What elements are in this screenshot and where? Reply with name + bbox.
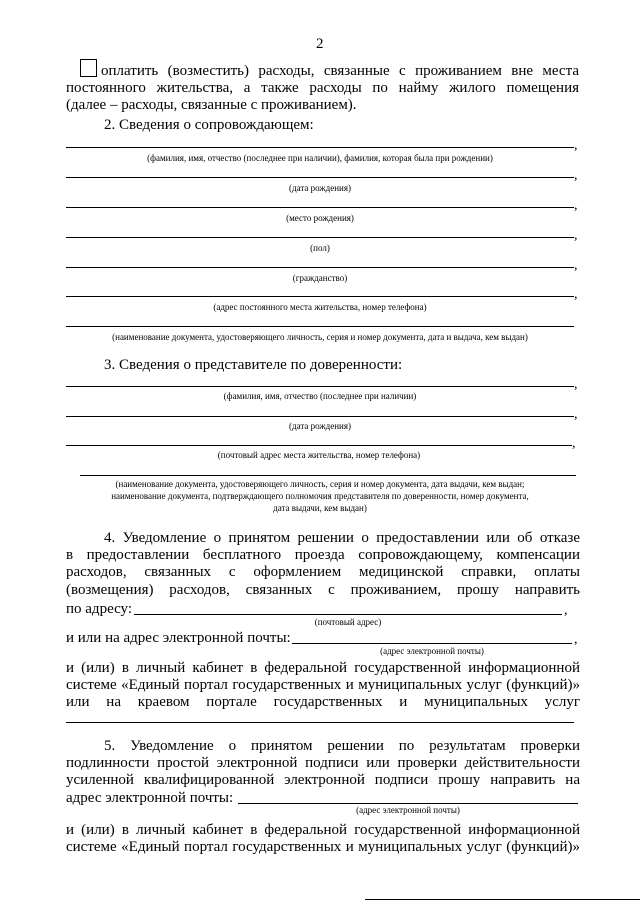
comma: , bbox=[574, 377, 578, 392]
comma: , bbox=[574, 287, 578, 302]
option-line-2: постоянного жительства, а также расходы по найму жилого помещения bbox=[66, 80, 579, 96]
section4-line-4: (возмещения) расходов, связанных с проживанием, прошу направить bbox=[66, 582, 580, 598]
comma: , bbox=[564, 603, 568, 618]
section5-email-field[interactable] bbox=[238, 803, 578, 804]
representative-name-caption: (фамилия, имя, отчество (последнее при наличии) bbox=[223, 391, 417, 401]
companion-birthdate-caption: (дата рождения) bbox=[289, 183, 351, 193]
companion-name-field[interactable] bbox=[66, 147, 574, 148]
representative-document-caption-3: дата выдачи, кем выдан) bbox=[273, 503, 367, 513]
companion-id-document-caption: (наименование документа, удостоверяющего личность, серия и номер документа, дата и выдача, кем выдан) bbox=[112, 332, 528, 342]
companion-id-document-field[interactable] bbox=[66, 326, 574, 327]
section4-line-2: в предоставлении бесплатного проезда сопровождающему, компенсации bbox=[66, 547, 580, 563]
representative-address-field[interactable] bbox=[66, 445, 572, 446]
representative-name-field[interactable] bbox=[66, 386, 574, 387]
comma: , bbox=[574, 258, 578, 273]
section5-cabinet-line-1: и (или) в личный кабинет в федеральной государственной информационной bbox=[66, 822, 580, 838]
section3-heading: 3. Сведения о представителе по доверенности: bbox=[104, 357, 403, 373]
companion-sex-caption: (пол) bbox=[310, 243, 330, 253]
section5-cabinet-line-2: системе «Единый портал государственных и муниципальных услуг (функций)» bbox=[66, 839, 580, 855]
section5-line-3: усиленной квалифицированной электронной подписи прошу направить на bbox=[66, 772, 580, 788]
section5-email-label: адрес электронной почты: bbox=[66, 790, 234, 806]
companion-birthdate-field[interactable] bbox=[66, 177, 574, 178]
option-line-3: (далее – расходы, связанные с проживанием). bbox=[66, 97, 357, 113]
representative-document-field[interactable] bbox=[80, 475, 576, 476]
companion-address-caption: (адрес постоянного места жительства, номер телефона) bbox=[213, 302, 427, 312]
companion-citizenship-caption: (гражданство) bbox=[292, 273, 348, 283]
representative-document-caption-2: наименование документа, подтверждающего полномочия представителя по доверенности, номер документа, bbox=[111, 491, 529, 501]
companion-sex-field[interactable] bbox=[66, 237, 574, 238]
option-checkbox[interactable] bbox=[80, 59, 97, 77]
comma: , bbox=[574, 228, 578, 243]
section5-line-2: подлинности простой электронной подписи или проверки действительности bbox=[66, 755, 580, 771]
section4-line-3: расходов, связанных с оформлением медицинской справки, оплаты bbox=[66, 564, 580, 580]
comma: , bbox=[574, 632, 578, 647]
companion-citizenship-field[interactable] bbox=[66, 267, 574, 268]
section4-cabinet-line-2: системе «Единый портал государственных и муниципальных услуг (функций)» bbox=[66, 677, 580, 693]
postal-address-caption: (почтовый адрес) bbox=[314, 617, 382, 627]
section4-line-1: 4. Уведомление о принятом решении о предоставлении или об отказе bbox=[104, 530, 580, 546]
address-label: по адресу: bbox=[66, 601, 133, 617]
section4-blank-line[interactable] bbox=[66, 722, 574, 723]
comma: , bbox=[574, 138, 578, 153]
comma: , bbox=[574, 198, 578, 213]
email-caption: (адрес электронной почты) bbox=[380, 646, 484, 656]
representative-birthdate-field[interactable] bbox=[66, 416, 574, 417]
page-number: 2 bbox=[316, 36, 324, 52]
representative-address-caption: (почтовый адрес места жительства, номер телефона) bbox=[217, 450, 421, 460]
comma: , bbox=[572, 436, 576, 451]
section5-line-1: 5. Уведомление о принятом решении по результатам проверки bbox=[104, 738, 580, 754]
representative-document-caption-1: (наименование документа, удостоверяющего личность, серия и номер документа, дата выдачи, кем выдан; bbox=[115, 479, 525, 489]
postal-address-field[interactable] bbox=[134, 614, 562, 615]
email-field[interactable] bbox=[292, 643, 572, 644]
section4-cabinet-line-1: и (или) в личный кабинет в федеральной государственной информационной bbox=[66, 660, 580, 676]
section5-email-caption: (адрес электронной почты) bbox=[356, 805, 460, 815]
companion-birthplace-caption: (место рождения) bbox=[286, 213, 354, 223]
bottom-rule bbox=[365, 899, 640, 900]
comma: , bbox=[574, 168, 578, 183]
email-label: и или на адрес электронной почты: bbox=[66, 630, 291, 646]
section4-cabinet-line-3: или на краевом портале государственных и муниципальных услуг bbox=[66, 694, 580, 710]
section2-heading: 2. Сведения о сопровождающем: bbox=[104, 117, 314, 133]
comma: , bbox=[574, 407, 578, 422]
companion-name-caption: (фамилия, имя, отчество (последнее при наличии), фамилия, которая была при рождении) bbox=[147, 153, 493, 163]
companion-birthplace-field[interactable] bbox=[66, 207, 574, 208]
companion-address-field[interactable] bbox=[66, 296, 574, 297]
option-line-1: оплатить (возместить) расходы, связанные с проживанием вне места bbox=[101, 63, 579, 79]
representative-birthdate-caption: (дата рождения) bbox=[289, 421, 351, 431]
